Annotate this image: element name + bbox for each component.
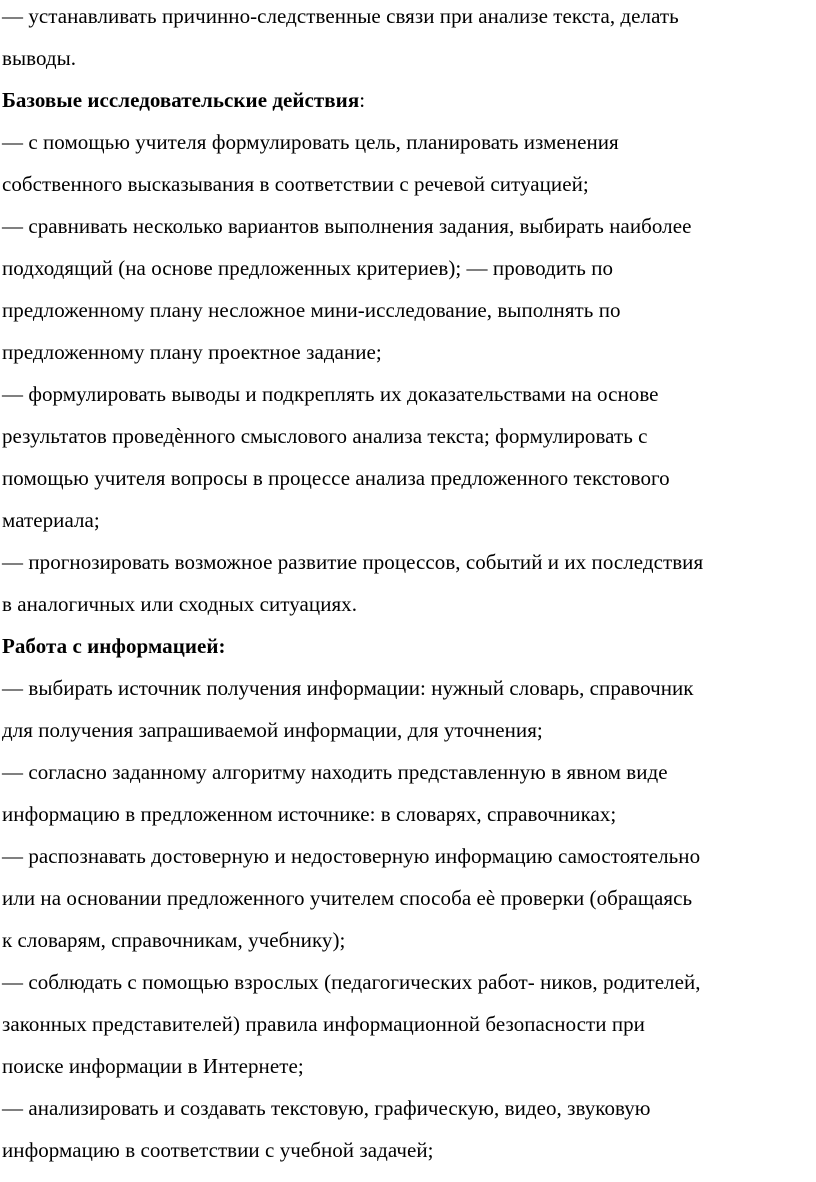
text-line: информацию в предложенном источнике: в словарях, справочниках; xyxy=(2,802,617,826)
text-line: — формулировать выводы и подкреплять их доказательствами на основе xyxy=(2,382,659,406)
text-line: законных представителей) правила информационной безопасности при xyxy=(2,1012,645,1036)
text-line: для получения запрашиваемой информации, для уточнения; xyxy=(2,718,543,742)
text-line: — сравнивать несколько вариантов выполнения задания, выбирать наиболее xyxy=(2,214,692,238)
text-line: — соблюдать с помощью взрослых (педагогических работ- ников, родителей, xyxy=(2,970,701,994)
text-line: помощью учителя вопросы в процессе анализа предложенного текстового xyxy=(2,466,670,490)
heading-research-colon: : xyxy=(359,88,366,112)
text-line: результатов проведѐнного смыслового анализа текста; формулировать с xyxy=(2,424,648,448)
text-line: предложенному плану проектное задание; xyxy=(2,340,382,364)
text-line: поиске информации в Интернете; xyxy=(2,1054,304,1078)
text-line: — согласно заданному алгоритму находить представленную в явном виде xyxy=(2,760,668,784)
section-heading-research xyxy=(2,88,365,112)
text-line: — устанавливать причинно-следственные связи при анализе текста, делать xyxy=(2,4,679,28)
section-heading-information: Работа с информацией: xyxy=(2,634,226,658)
heading-research-text: Базовые исследовательские действия xyxy=(2,88,360,112)
text-line: предложенному плану несложное мини-исследование, выполнять по xyxy=(2,298,621,322)
text-line: — анализировать и создавать текстовую, графическую, видео, звуковую xyxy=(2,1096,651,1120)
text-line: собственного высказывания в соответствии с речевой ситуацией; xyxy=(2,172,589,196)
text-line: — с помощью учителя формулировать цель, планировать изменения xyxy=(2,130,619,154)
text-line: материала; xyxy=(2,508,100,532)
text-line: — распознавать достоверную и недостоверную информацию самостоятельно xyxy=(2,844,701,868)
text-line: подходящий (на основе предложенных критериев); — проводить по xyxy=(2,256,614,280)
text-line: в аналогичных или сходных ситуациях. xyxy=(2,592,358,616)
text-line: информацию в соответствии с учебной задачей; xyxy=(2,1138,434,1162)
text-line: — выбирать источник получения информации: нужный словарь, справочник xyxy=(2,676,694,700)
text-line: выводы. xyxy=(2,46,77,70)
text-line: или на основании предложенного учителем способа еѐ проверки (обращаясь xyxy=(2,886,693,910)
text-line: — прогнозировать возможное развитие процессов, событий и их последствия xyxy=(2,550,704,574)
text-line: к словарям, справочникам, учебнику); xyxy=(2,928,346,952)
